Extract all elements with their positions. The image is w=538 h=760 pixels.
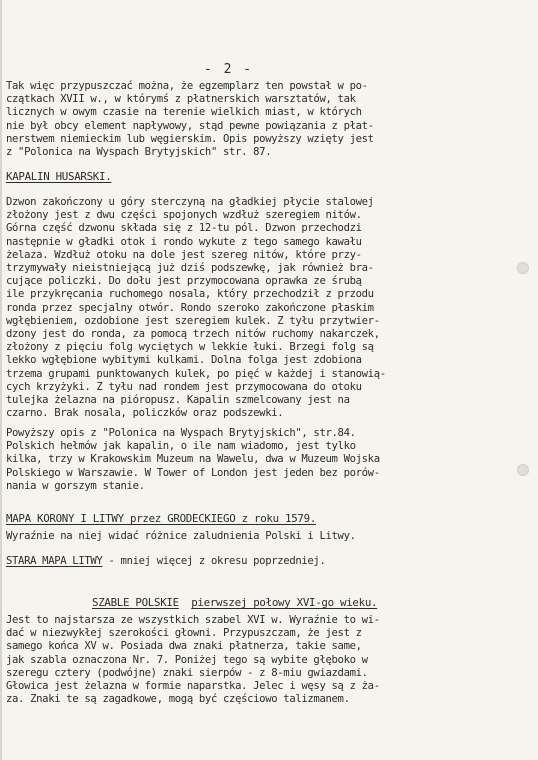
text-line: dzony jest do ronda, za pomocą trzech nitów ruchomy nakarczek, bbox=[6, 328, 380, 341]
text-line: Powyższy opis z "Polonica na Wyspach Brytyjskich", str.84. bbox=[6, 427, 356, 439]
intro-paragraph bbox=[6, 80, 374, 159]
text-line: wgłębieniem, ozdobione jest szeregiem kulek. Z tyłu przytwier- bbox=[6, 314, 380, 327]
text-line: czarno. Brak nosala, policzków oraz podszewki. bbox=[6, 407, 284, 420]
text-line: nania w gorszym stanie. bbox=[6, 479, 145, 492]
text-line: Głowica jest żelazna w formie naparstka. Jelec i węsy są z ża- bbox=[6, 680, 380, 693]
text-line: nie był obcy element napływowy, stąd pewne powiązania z płat- bbox=[6, 119, 374, 132]
text-line: dać w niezwykłej szerokości głowni. Przypuszczam, że jest z bbox=[6, 627, 362, 640]
text-line: żelaza. Wzdłuż otoku na dole jest szereg nitów, które przy- bbox=[6, 248, 362, 261]
text-line: ile przykręcania ruchomego nosala, który przechodził z przodu bbox=[6, 288, 374, 301]
text-line: Dzwon zakończony u góry sterczyną na gładkiej płycie stalowej bbox=[6, 196, 374, 208]
text-line: Polskich hełmów jak kapalin, o ile nam wiadomo, jest tylko bbox=[6, 440, 356, 453]
text-line: Jest to najstarsza ze wszystkich szabel XVI w. Wyraźnie to wi- bbox=[6, 614, 380, 626]
szable-paragraph bbox=[6, 614, 380, 706]
text-line: licznych w owym czasie na terenie wielkich miast, w których bbox=[6, 106, 362, 119]
page-edge bbox=[0, 0, 2, 760]
heading-szable-period: pierwszej połowy XVI-go wieku. bbox=[191, 596, 378, 609]
text-line: za. Znaki te są zagadkowe, mogą być częściowo talizmanem. bbox=[6, 693, 350, 706]
mapa-korony-text: Wyraźnie na niej widać różnice zaludnienia Polski i Litwy. bbox=[6, 530, 356, 542]
text-line: trzymywały nieistniejącą już dziś podszewkę, jak również bra- bbox=[6, 262, 374, 275]
text-line: czątkach XVII w., w którymś z płatnerskich warsztatów, tak bbox=[6, 93, 356, 106]
kapalin-description-paragraph bbox=[6, 196, 386, 420]
text-line: ronda przez specjalny otwór. Rondo szeroko zakończone płaskim bbox=[6, 301, 374, 314]
text-line: szeregu cztery (podwójne) znaki sierpów - z 8-miu gwiazdami. bbox=[6, 666, 368, 679]
text-line: trzema grupami punktowanych kulek, po pięć w każdej i stanowią- bbox=[6, 367, 386, 380]
page-number: - 2 - bbox=[204, 62, 254, 77]
text-line: nerstwem niemieckim lub węgierskim. Opis powyższy wzięty jest bbox=[6, 132, 374, 145]
text-line: Górna część dzwonu składa się z 12-tu pól. Dzwon przechodzi bbox=[6, 222, 362, 235]
text-line: Tak więc przypuszczać można, że egzemplarz ten powstał w po- bbox=[6, 80, 368, 92]
heading-mapa-korony: MAPA KORONY I LITWY przez GRODECKIEGO z roku 1579. bbox=[6, 512, 317, 525]
stara-mapa-text: - mniej więcej z okresu poprzedniej. bbox=[102, 555, 326, 567]
text-line: samego końca XV w. Posiada dwa znaki płatnerza, takie same, bbox=[6, 640, 362, 653]
text-line: lekko wgłębione wybitymi kulkami. Dolna folga jest zdobiona bbox=[6, 354, 362, 367]
text-line: złożony z pięciu folg wyciętych w lekkie łuki. Brzegi folg są bbox=[6, 341, 374, 354]
text-line: złożony jest z dwu części spojonych wzdłuż szeregiem nitów. bbox=[6, 209, 362, 222]
heading-kapalin-husarski: KAPALIN HUSARSKI. bbox=[6, 170, 112, 183]
text-line: Polskiego w Warszawie. W Tower of London jest jeden bez porów- bbox=[6, 466, 380, 479]
text-line: jak szabla oznaczona Nr. 7. Poniżej tego są wybite głęboko w bbox=[6, 653, 368, 666]
kapalin-source-paragraph bbox=[6, 427, 380, 493]
punch-hole bbox=[517, 262, 529, 274]
text-line: tulejka żelazna na pióropusz. Kapalin szmelcowany jest na bbox=[6, 394, 350, 407]
heading-szable-polskie bbox=[92, 596, 377, 609]
punch-hole bbox=[517, 464, 529, 476]
stara-mapa-label: STARA MAPA LITWY bbox=[6, 555, 103, 567]
text-line: kilka, trzy w Krakowskim Muzeum na Wawelu, dwa w Muzeum Wojska bbox=[6, 453, 380, 466]
text-line: następnie w gładki otok i rondo wykute z tego samego kawału bbox=[6, 235, 362, 248]
text-line: cujące policzki. Do dołu jest przymocowana oprawka ze śrubą bbox=[6, 275, 362, 288]
stara-mapa-line bbox=[6, 555, 326, 567]
text-line: cych krzyżyki. Z tyłu nad rondem jest przymocowana do otoku bbox=[6, 380, 362, 393]
heading-szable-title: SZABLE POLSKIE bbox=[92, 596, 179, 609]
text-line: z "Polonica na Wyspach Brytyjskich" str. 87. bbox=[6, 146, 272, 159]
